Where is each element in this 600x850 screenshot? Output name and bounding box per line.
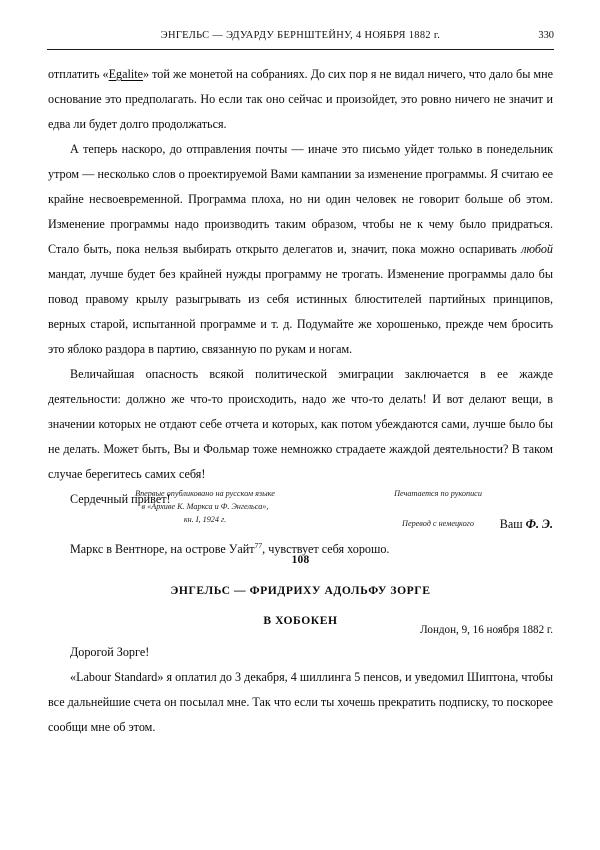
paragraph-text-a: А теперь наскоро, до отправления почты — иначе это письмо уйдет только в понедельник утром — несколько слов о проектируемой Вами кампании за изменение программы. Я считаю ее крайне несвоевременной. Программа плоха, но ни один человек не говорит больше об этом. Изменение программы надо производить таким образом, чтобы не к чему было придраться. Стало быть, пока нельзя выбирать открыто делегатов и, значит, пока можно оспаривать [48,142,553,256]
journal-title-labour-standard: Labour Standard [76,670,158,684]
paragraph-text-a: отплатить « [48,67,109,81]
postscript-text-b: , чувствует себя хорошо. [262,542,390,556]
paragraph-program-campaign [48,137,553,362]
letter-dateline: Лондон, 9, 16 ноября 1882 г. [420,624,553,636]
running-head-title: ЭНГЕЛЬС — ЭДУАРДУ БЕРНШТЕЙНУ, 4 НОЯБРЯ 1882 г. [160,30,441,41]
publication-source-line-2: в «Архиве К. Маркса и Ф. Энгельса», [141,502,269,512]
footnote-reference-77[interactable]: 77 [254,540,263,550]
paragraph-text-a: « [70,670,77,684]
paragraph-text-b: » той же монетой на собраниях. До сих пор я не видал ничего, что дало бы мне основание это предполагать. Но если так оно сейчас и произойдет, это ровно ничего не значит и едва ли будет долго продолжаться. [48,67,553,131]
letter-two-body [48,620,553,740]
publication-source-note [110,487,300,527]
signature-prefix: Ваш [499,517,526,531]
page-number: 330 [538,30,554,41]
paragraph-text-b: мандат, лучше будет без крайней нужды программу не трогать. Изменение программы дало бы повод правому крылу разыгрывать из себя истинных блюстителей партийных принципов, верных старой, испытанной программе и т. д. Подумайте же хорошенько, прежде чем бросить это яблоко раздора в партию, связанную по рукам и ногам. [48,267,553,356]
paragraph-labour-standard [48,665,553,740]
header-divider [47,49,554,50]
postscript-text-a: Маркс в Вентноре, на острове Уайт [70,542,255,556]
publication-source-line-1: Впервые опубликовано на русском языке [135,489,275,498]
signature-initials: Ф. Э. [525,517,553,531]
publication-note-block [48,487,553,547]
emphasis-lyuboy: любой [521,242,553,256]
paragraph-emigration-danger: Величайшая опасность всякой политической эмиграции заключается в ее жажде деятельности: должно же что-то происходить, надо же что-то делать! И вот делают вещи, в значении которых не отдают себе отчета и которых, как потом убеждаются сами, лучше было бы не делать. Может быть, Вы и Фольмар тоже немножко страдаете жаждой деятельности? В таком случае берегитесь самих себя! [48,367,553,481]
letter-destination-city: В ХОБОКЕН [263,614,338,627]
letter-number: 108 [291,554,310,566]
letter-two-heading [48,552,553,629]
printed-from-note: Печатается по рукописи [394,489,482,498]
running-head [47,30,554,52]
paragraph-continuation [48,62,553,137]
publication-basis-note [348,487,528,530]
closing-greeting: Сердечный привет! [70,492,171,506]
paragraph-text-b: » я оплатил до 3 декабря, 4 шиллинга 5 пенсов, и уведомил Шиптона, чтобы все дальнейшие счета он посылал мне. Так что если ты хочешь прекратить подписку, то поскорее сообщи мне об этом. [48,670,553,734]
journal-title-egalite: Egalite [108,67,144,81]
letter-recipient: ЭНГЕЛЬС — ФРИДРИХУ АДОЛЬФУ ЗОРГЕ [170,584,431,597]
letter-salutation: Дорогой Зорге! [70,645,150,659]
publication-source-line-3: кн. I, 1924 г. [183,515,227,525]
translation-note: Перевод с немецкого [402,519,474,529]
